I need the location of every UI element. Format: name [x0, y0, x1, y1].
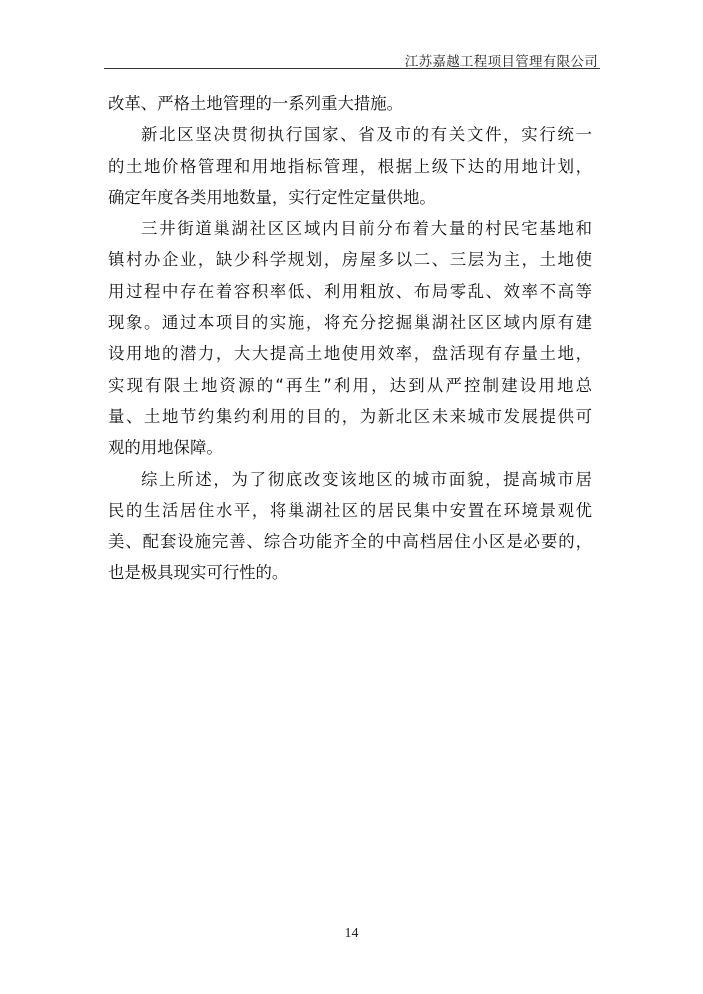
header-rule: [104, 68, 600, 69]
body-line: 民的生活居住水平，将巢湖社区的居民集中安置在环境景观优: [108, 500, 592, 520]
body-line: 观的用地保障。: [108, 438, 223, 458]
page-number: 14: [344, 926, 359, 941]
body-line: 镇村办企业，缺少科学规划，房屋多以二、三层为主，土地使: [108, 250, 592, 270]
body-line: 实现有限土地资源的“再生”利用，达到从严控制建设用地总: [108, 375, 592, 395]
body-line: 量、土地节约集约利用的目的，为新北区未来城市发展提供可: [108, 406, 592, 426]
body-line: 现象。通过本项目的实施，将充分挖掘巢湖社区区域内原有建: [108, 313, 592, 333]
page-body: [108, 88, 592, 589]
body-line: 的土地价格管理和用地指标管理，根据上级下达的用地计划，: [108, 156, 592, 176]
body-line: 三井街道巢湖社区区域内目前分布着大量的村民宅基地和: [141, 219, 592, 239]
header-company-name: 江苏嘉越工程项目管理有限公司: [404, 54, 598, 70]
body-line: 确定年度各类用地数量，实行定性定量供地。: [108, 187, 436, 207]
body-line: 设用地的潜力，大大提高土地使用效率，盘活现有存量土地，: [108, 344, 592, 364]
body-line: 综上所述，为了彻底改变该地区的城市面貌，提高城市居: [141, 469, 592, 489]
body-line: 用过程中存在着容积率低、利用粗放、布局零乱、效率不高等: [108, 281, 592, 301]
body-line: 改革、严格土地管理的一系列重大措施。: [108, 94, 404, 113]
page-header: [104, 0, 600, 70]
body-line: 新北区坚决贯彻执行国家、省及市的有关文件，实行统一: [141, 125, 592, 145]
body-line: 也是极具现实可行性的。: [108, 563, 289, 583]
body-line: 美、配套设施完善、综合功能齐全的中高档居住小区是必要的，: [108, 532, 592, 552]
